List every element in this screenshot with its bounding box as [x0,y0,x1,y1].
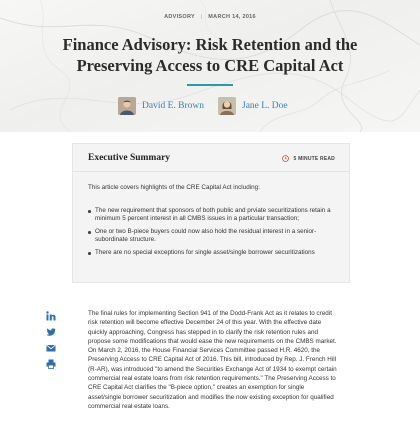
email-icon[interactable] [46,343,56,353]
article-meta [0,14,420,20]
linkedin-icon[interactable] [46,311,56,321]
author-david-brown[interactable] [118,97,204,115]
page-title: Finance Advisory: Risk Retention and the Preserving Access to CRE Capital Act [62,35,358,75]
author-name[interactable]: Jane L. Doe [242,101,288,111]
summary-title: Executive Summary [88,153,171,163]
avatar [118,97,136,115]
read-time [282,155,336,162]
twitter-icon[interactable] [46,327,56,337]
avatar [218,97,236,115]
summary-bullets [88,207,338,263]
print-icon[interactable] [46,359,56,369]
meta-separator: | [200,14,203,20]
list-item: One or two B-piece buyers could now also hold the residual interest in a senior-subordinate structure. [88,228,338,243]
clock-icon [282,155,289,162]
article-hero [0,0,420,132]
title-divider [187,84,233,86]
read-time-label: 5 MINUTE READ [293,155,335,162]
executive-summary [72,143,350,283]
list-item: There are no special exceptions for single asset/single borrower securitizations [88,249,338,257]
author-name[interactable]: David E. Brown [142,101,205,111]
summary-header [73,144,349,172]
article-category[interactable]: ADVISORY [164,14,195,20]
article-body: The final rules for implementing Section 941 of the Dodd-Frank Act as it relates to credit risk retention will become effective December 24 of this year. With the effective date quickly approaching, Congress has stepped in to clarify the risk retention rules and propose some modifications that would ease the new requirements on the CMBS market. On March 2, 2016, the House Financial Services Committee passed H.R. 4620, the Preserving Access to CRE Capital Act of 2016. This bill, introduced by Rep. J. French Hill (R-AR), was introduced "to amend the Securities Exchange Act of 1934 to exempt certain commercial real estate loans from risk retention requirements." The Preserving Access to CRE Capital Act clarifies the "B-piece option," creates an exemption for single asset/single borrower securitization and modifies the now existing exception for qualified commercial real estate loans. [88,310,337,410]
list-item: The new requirement that sponsors of both public and prviate securitizations retain a minimum 5 percent interest in all CMBS issues in a particular transaction; [88,207,338,222]
summary-intro: This article covers highlights of the CRE Capital Act including: [88,184,260,191]
share-toolbar [46,311,60,375]
article-date: MARCH 14, 2016 [208,14,256,20]
author-jane-doe[interactable] [218,97,288,115]
